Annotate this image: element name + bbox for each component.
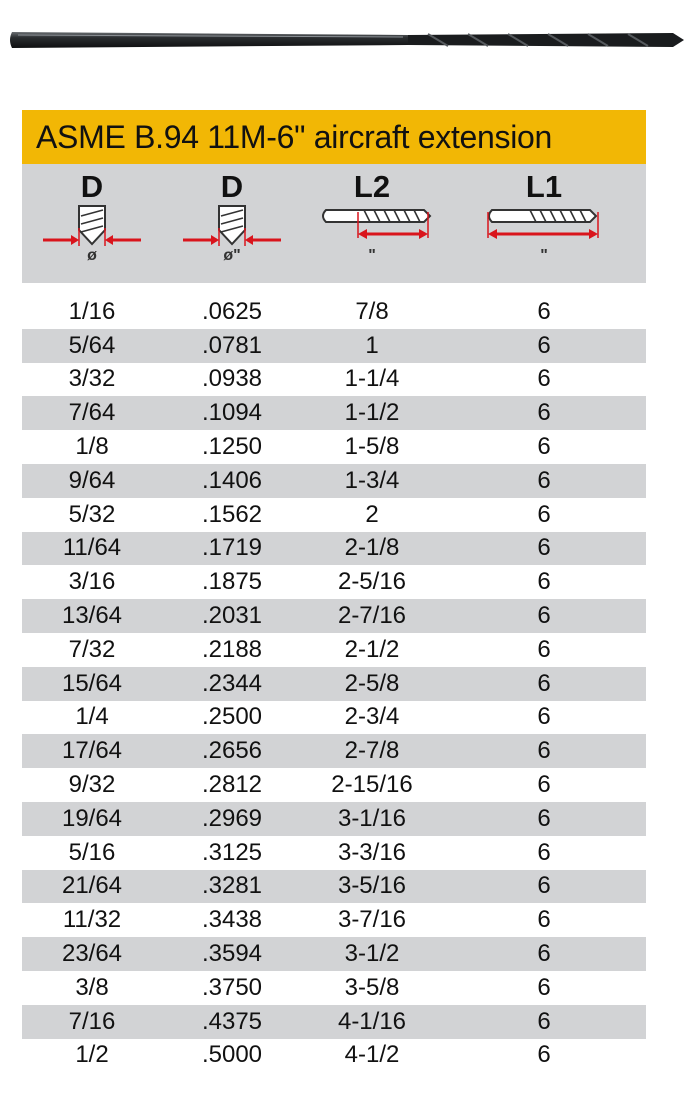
table-row: [22, 903, 646, 937]
cell-flute-length: 2-5/16: [337, 568, 407, 596]
cell-overall-length: 6: [537, 365, 551, 393]
table-body: [22, 295, 646, 1072]
cell-diameter-decimal: .1875: [201, 568, 263, 596]
cell-diameter-decimal: .3281: [201, 872, 263, 900]
cell-diameter-decimal: .1562: [201, 500, 263, 528]
cell-diameter-fraction: 21/64: [61, 872, 123, 900]
cell-flute-length: 2-1/8: [344, 534, 400, 562]
cell-diameter-decimal: .2188: [201, 635, 263, 663]
drill-bit-icon: [8, 10, 688, 70]
cell-flute-length: 2-5/8: [344, 669, 400, 697]
cell-diameter-fraction: 5/32: [68, 500, 116, 528]
cell-overall-length: 6: [537, 737, 551, 765]
cell-diameter-fraction: 1/2: [75, 1041, 109, 1069]
header-col-l2: [302, 164, 442, 283]
cell-diameter-fraction: 7/32: [68, 635, 116, 663]
table-row: [22, 329, 646, 363]
cell-diameter-decimal: .3750: [201, 973, 263, 1001]
table-row: [22, 498, 646, 532]
cell-diameter-decimal: .2812: [201, 771, 263, 799]
cell-overall-length: 6: [537, 1041, 551, 1069]
cell-overall-length: 6: [537, 906, 551, 934]
cell-overall-length: 6: [537, 297, 551, 325]
cell-diameter-fraction: 1/16: [68, 297, 116, 325]
cell-overall-length: 6: [537, 1007, 551, 1035]
cell-diameter-decimal: .1094: [201, 399, 263, 427]
cell-diameter-fraction: 17/64: [61, 737, 123, 765]
cell-overall-length: 6: [537, 568, 551, 596]
cell-flute-length: 3-7/16: [337, 906, 407, 934]
cell-diameter-fraction: 11/64: [62, 534, 122, 562]
cell-overall-length: 6: [537, 940, 551, 968]
cell-flute-length: 2: [365, 500, 379, 528]
cell-flute-length: 1-3/4: [344, 466, 400, 494]
cell-flute-length: 3-5/8: [344, 973, 400, 1001]
cell-diameter-decimal: .2500: [201, 703, 263, 731]
table-row: [22, 633, 646, 667]
cell-overall-length: 6: [537, 635, 551, 663]
cell-overall-length: 6: [537, 602, 551, 630]
table-row: [22, 430, 646, 464]
cell-diameter-decimal: .3438: [201, 906, 263, 934]
header-letter: D: [80, 169, 104, 204]
header-letter: D: [220, 169, 244, 204]
table-row: [22, 667, 646, 701]
header-unit: ø": [223, 247, 241, 264]
cell-diameter-fraction: 1/8: [75, 433, 109, 461]
cell-diameter-decimal: .2969: [201, 804, 263, 832]
cell-overall-length: 6: [537, 804, 551, 832]
table-row: [22, 971, 646, 1005]
cell-diameter-decimal: .1250: [201, 433, 263, 461]
cell-diameter-decimal: .4375: [201, 1007, 263, 1035]
cell-flute-length: 1: [365, 331, 379, 359]
cell-diameter-decimal: .2344: [201, 669, 263, 697]
cell-diameter-decimal: .3594: [201, 940, 263, 968]
table-row: [22, 1039, 646, 1073]
cell-flute-length: 2-7/8: [344, 737, 400, 765]
table-row: [22, 295, 646, 329]
header-letter: L1: [525, 169, 563, 204]
header-unit: ": [368, 247, 376, 264]
header-letter: L2: [353, 169, 391, 204]
header-col-d-inch: [162, 164, 302, 283]
table-row: [22, 464, 646, 498]
cell-diameter-decimal: .2656: [201, 737, 263, 765]
header-col-d-mm: [22, 164, 162, 283]
cell-flute-length: 1-1/2: [344, 399, 400, 427]
cell-flute-length: 2-3/4: [344, 703, 400, 731]
cell-overall-length: 6: [537, 500, 551, 528]
cell-diameter-decimal: .1719: [201, 534, 263, 562]
cell-diameter-fraction: 3/16: [68, 568, 116, 596]
cell-diameter-fraction: 11/32: [62, 906, 122, 934]
cell-diameter-decimal: .5000: [201, 1041, 263, 1069]
table-row: [22, 937, 646, 971]
cell-diameter-fraction: 19/64: [61, 804, 123, 832]
cell-diameter-fraction: 1/4: [75, 703, 109, 731]
diameter-drill-tip-icon: [177, 204, 287, 248]
cell-flute-length: 7/8: [355, 297, 389, 325]
cell-overall-length: 6: [537, 872, 551, 900]
cell-flute-length: 3-3/16: [337, 838, 407, 866]
cell-overall-length: 6: [537, 771, 551, 799]
cell-diameter-fraction: 5/16: [68, 838, 116, 866]
flute-length-drill-icon: [312, 204, 432, 248]
cell-flute-length: 2-7/16: [337, 602, 407, 630]
cell-overall-length: 6: [537, 466, 551, 494]
cell-flute-length: 3-5/16: [337, 872, 407, 900]
cell-overall-length: 6: [537, 399, 551, 427]
table-row: [22, 701, 646, 735]
cell-overall-length: 6: [537, 703, 551, 731]
cell-diameter-fraction: 13/64: [61, 602, 123, 630]
cell-diameter-fraction: 7/64: [68, 399, 116, 427]
cell-diameter-fraction: 9/32: [68, 771, 116, 799]
cell-flute-length: 4-1/2: [344, 1041, 400, 1069]
cell-flute-length: 1-1/4: [344, 365, 400, 393]
cell-diameter-fraction: 7/16: [68, 1007, 116, 1035]
table-title: ASME B.94 11M-6" aircraft extension: [22, 110, 646, 164]
header-col-l1: [442, 164, 646, 283]
cell-flute-length: 2-15/16: [331, 771, 413, 799]
cell-overall-length: 6: [537, 669, 551, 697]
cell-flute-length: 3-1/16: [337, 804, 407, 832]
table-row: [22, 836, 646, 870]
cell-diameter-fraction: 3/32: [68, 365, 116, 393]
cell-diameter-decimal: .0781: [201, 331, 263, 359]
cell-diameter-fraction: 5/64: [68, 331, 116, 359]
table-header: [22, 164, 646, 283]
table-row: [22, 802, 646, 836]
cell-overall-length: 6: [537, 433, 551, 461]
cell-flute-length: 2-1/2: [344, 635, 400, 663]
cell-overall-length: 6: [537, 331, 551, 359]
cell-diameter-fraction: 23/64: [61, 940, 123, 968]
cell-diameter-fraction: 15/64: [61, 669, 123, 697]
cell-diameter-decimal: .0938: [201, 365, 263, 393]
drill-spec-table: [22, 110, 646, 1072]
cell-diameter-decimal: .0625: [201, 297, 263, 325]
table-row: [22, 599, 646, 633]
cell-flute-length: 3-1/2: [344, 940, 400, 968]
table-row: [22, 532, 646, 566]
cell-diameter-fraction: 3/8: [75, 973, 109, 1001]
overall-length-drill-icon: [484, 204, 604, 248]
cell-flute-length: 4-1/16: [337, 1007, 407, 1035]
cell-diameter-fraction: 9/64: [68, 466, 116, 494]
cell-diameter-decimal: .1406: [201, 466, 263, 494]
cell-flute-length: 1-5/8: [344, 433, 400, 461]
cell-overall-length: 6: [537, 838, 551, 866]
cell-overall-length: 6: [537, 534, 551, 562]
header-unit: ": [540, 247, 548, 264]
table-row: [22, 734, 646, 768]
table-row: [22, 363, 646, 397]
cell-diameter-decimal: .2031: [201, 602, 263, 630]
cell-diameter-decimal: .3125: [201, 838, 263, 866]
header-unit: ø: [87, 247, 97, 264]
diameter-drill-tip-icon: [37, 204, 147, 248]
cell-overall-length: 6: [537, 973, 551, 1001]
table-row: [22, 768, 646, 802]
table-row: [22, 565, 646, 599]
table-row: [22, 870, 646, 904]
table-row: [22, 396, 646, 430]
table-row: [22, 1005, 646, 1039]
